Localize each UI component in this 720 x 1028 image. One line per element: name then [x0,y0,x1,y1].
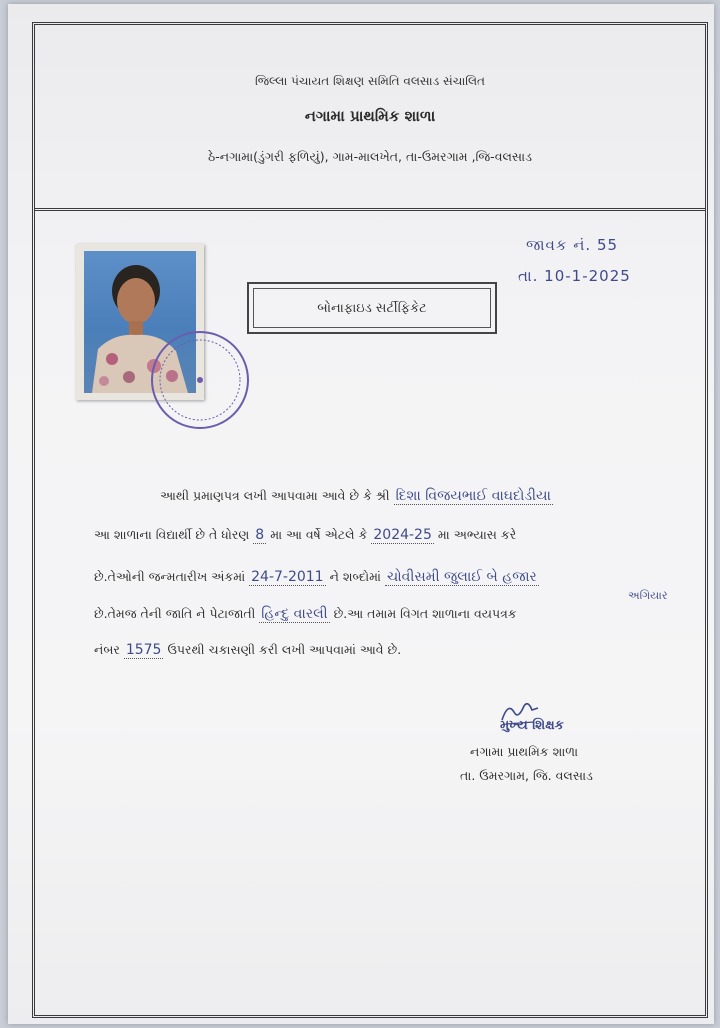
body-line-3 [94,569,539,585]
body-text: નંબર [94,642,120,657]
body-text: આથી પ્રમાણપત્ર લખી આપવામા આવે છે કે શ્રી [160,488,390,503]
dob-digits: 24-7-2011 [251,569,324,585]
register-number: 1575 [125,642,162,658]
body-line-1 [160,488,553,504]
academic-year: 2024-25 [373,527,432,543]
signatory-place: તા. ઉમરગામ, જિ. વલસાડ [460,768,593,783]
body-line-5 [94,642,401,658]
signatory-title: મુખ્ય શિક્ષક [500,718,564,733]
body-text: છે.તેઓની જન્મતારીખ અંકમાં [94,569,246,584]
body-text: છે.તેમજ તેની જાતિ ને પેટાજાતી [94,606,256,621]
signatory-school: નગામા પ્રાથમિક શાળા [470,744,579,759]
body-text: મા આ વર્ષે એટલે કે [270,527,368,542]
standard-value: 8 [255,527,265,543]
certificate-title: બોનાફાઇડ સર્ટીફિકેટ [253,288,491,328]
dob-words-extra: અગિયાર [628,589,668,602]
reference-date: તા. 10-1-2025 [518,267,631,285]
body-text: આ શાળાના વિદ્યાર્થી છે તે ધોરણ [94,527,250,542]
body-text: મા અભ્યાસ કરે [437,527,517,542]
header-authority: જિલ્લા પંચાયત શિક્ષણ સમિતિ વલસાડ સંચાલિત [254,74,485,88]
body-line-4 [94,606,517,622]
caste-value: હિન્દુ વારલી [261,606,328,622]
body-text: ઉપરથી ચકાસણી કરી લખી આપવામાં આવે છે. [167,642,402,657]
dob-words: ચોવીસમી જુલાઈ બે હજાર [386,569,537,585]
header-divider [35,208,705,211]
reference-number: જાવક નં. 55 [526,236,619,254]
header-address: ઠે-નગામા(ડુંગરી ફળિયું), ગામ-માલખેત, તા-ઉમરગામ ,જિ-વલસાડ [208,149,532,164]
body-text: ને શબ્દોમાં [329,569,381,584]
certificate-border [32,22,708,1018]
student-name: દિશા વિજયભાઈ વાઘદોડીયા [395,488,551,504]
certificate-paper [8,4,714,1024]
certificate-title-box [247,282,497,334]
body-line-2 [94,527,516,543]
school-seal [148,322,252,446]
header-school-name: નગામા પ્રાથમિક શાળા [304,107,436,125]
body-text: છે.આ તમામ વિગત શાળાના વયપત્રક [333,606,517,621]
